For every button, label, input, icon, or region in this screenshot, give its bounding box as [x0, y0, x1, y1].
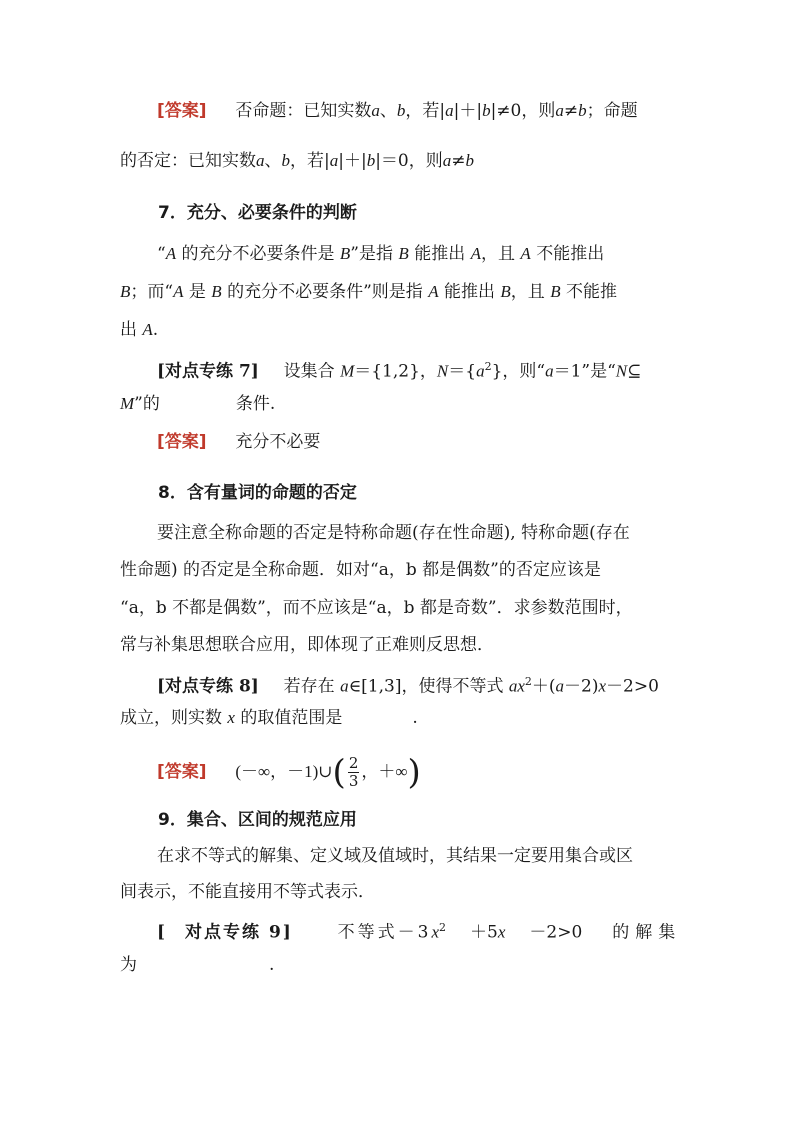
- var: B: [339, 244, 351, 263]
- text: 不能推: [560, 282, 617, 302]
- var: B: [500, 282, 511, 301]
- answer-tag: [答案]: [157, 432, 207, 452]
- text: ，若|: [290, 151, 330, 171]
- text: |＋|: [338, 151, 367, 171]
- text: ；而“: [130, 282, 174, 302]
- section-8-heading: 8．含有量词的命题的否定: [158, 483, 357, 503]
- text: 不能推出: [530, 244, 605, 264]
- answer-1-line-2: [120, 149, 474, 173]
- text: 的取值范围是: [234, 708, 343, 728]
- exercise-7-line-1: [157, 355, 641, 384]
- var: a: [555, 676, 565, 696]
- text: 能推出: [408, 244, 471, 264]
- var-a: a: [442, 151, 452, 170]
- text: ，若|: [405, 101, 446, 121]
- text: .: [152, 320, 159, 340]
- var: N: [615, 361, 628, 381]
- exercise-9-line-1: [157, 916, 681, 945]
- right-paren: ): [407, 752, 421, 793]
- var: x: [431, 922, 440, 942]
- var-b: b: [396, 101, 406, 120]
- var: B: [211, 282, 222, 301]
- text: 出: [120, 320, 143, 340]
- answer-7: [157, 430, 320, 454]
- text: ＝{1,2}，: [354, 361, 437, 382]
- var: a: [340, 676, 349, 696]
- answer-tag: [答案]: [157, 762, 207, 782]
- var-a: a: [445, 101, 454, 120]
- text: ⊆: [627, 361, 642, 382]
- text: －2): [564, 676, 599, 697]
- var: x: [598, 676, 607, 696]
- exercise-8-line-1: [157, 670, 659, 699]
- answer-interval-tail: ，＋∞: [361, 762, 408, 781]
- text: 若存在: [283, 676, 341, 697]
- section-7-heading: 7．充分、必要条件的判断: [158, 203, 357, 223]
- text: ”的: [134, 394, 160, 414]
- text: ，且: [481, 244, 521, 264]
- var-a: a: [371, 101, 380, 120]
- section-9-paragraph-line-2: 间表示，不能直接用不等式表示．: [120, 882, 375, 902]
- exercise-8-line-2: [120, 706, 418, 730]
- exercise-label-bracket: [: [157, 922, 166, 943]
- text: 、: [379, 101, 397, 121]
- answer-tag: [答案]: [157, 101, 207, 121]
- text: ＋5: [470, 922, 498, 943]
- var: A: [428, 282, 439, 301]
- var: M: [120, 394, 135, 413]
- text: 的充分不必要条件是: [176, 244, 340, 264]
- section-9-paragraph-line-1: 在求不等式的解集、定义域及值域时，其结果一定要用集合或区: [157, 846, 633, 866]
- text: 条件.: [235, 394, 276, 414]
- text: ≠: [563, 101, 579, 121]
- text: 成立，则实数: [120, 708, 228, 728]
- section-9-heading: 9．集合、区间的规范应用: [158, 810, 357, 830]
- var: A: [470, 244, 481, 263]
- section-8-paragraph-line-3: “a，b 不都是偶数”，而不应该是“a，b 都是奇数”．求参数范围时，: [120, 598, 633, 618]
- fraction-numerator: 2: [348, 754, 359, 772]
- text: 能推出: [438, 282, 501, 302]
- text: ＝{: [448, 361, 477, 382]
- exercise-label: 对点专练 9]: [185, 922, 293, 943]
- text: |≠0，则: [490, 101, 556, 121]
- fraction: [348, 755, 360, 790]
- fraction-denominator: 3: [348, 772, 359, 790]
- section-8-paragraph-line-4: 常与补集思想联合应用，即体现了正难则反思想．: [120, 635, 494, 655]
- var: A: [173, 282, 184, 301]
- var: N: [436, 361, 449, 381]
- text: 为: [120, 955, 137, 975]
- exercise-label: [对点专练 7]: [157, 361, 259, 382]
- text: 的否定：已知实数: [120, 151, 256, 171]
- var-b: b: [281, 151, 290, 170]
- text: 是: [183, 282, 212, 302]
- var: A: [520, 244, 531, 263]
- var: A: [142, 320, 153, 339]
- text: 的解集: [612, 922, 682, 943]
- text: ≠: [451, 151, 466, 171]
- answer-1-line-1: [157, 99, 638, 123]
- section-7-paragraph-line-3: [120, 318, 158, 342]
- text: ”是指: [350, 244, 399, 264]
- section-8-paragraph-line-1: 要注意全称命题的否定是特称命题(存在性命题), 特称命题(存在: [157, 523, 630, 543]
- text: ；命题: [586, 101, 638, 121]
- var-a: a: [329, 151, 339, 170]
- var: B: [120, 282, 131, 301]
- exercise-label: [对点专练 8]: [157, 676, 259, 697]
- section-7-paragraph-line-1: [157, 242, 604, 266]
- var: B: [398, 244, 409, 263]
- answer-8: [157, 752, 421, 793]
- text: ＝1”是“: [553, 361, 616, 382]
- text: 的充分不必要条件”则是指: [221, 282, 429, 302]
- text: ∈[1,3]，使得不等式: [348, 676, 509, 697]
- text: }，则“: [491, 361, 546, 382]
- var-b: b: [482, 101, 491, 120]
- left-paren: (: [332, 752, 346, 793]
- text: |＝0，则: [375, 151, 443, 171]
- exercise-7-line-2: [120, 392, 275, 416]
- text: －2>0: [529, 922, 583, 943]
- text: ，且: [510, 282, 551, 302]
- section-7-paragraph-line-2: [120, 280, 617, 304]
- exercise-9-line-2: [120, 953, 274, 977]
- text: .: [269, 955, 275, 975]
- superscript: 2: [439, 921, 447, 934]
- var: x: [497, 922, 506, 942]
- superscript: 2: [484, 360, 492, 373]
- text: .: [412, 708, 418, 728]
- text: 设集合: [283, 361, 341, 382]
- text: 、: [264, 151, 282, 171]
- var-a: a: [256, 151, 265, 170]
- answer-interval: (－∞，－1)∪: [235, 762, 333, 781]
- var: a: [545, 361, 554, 381]
- var-a: a: [555, 101, 564, 120]
- text: “: [157, 244, 166, 264]
- var: a: [476, 361, 485, 381]
- var: A: [165, 244, 177, 263]
- var: M: [340, 361, 355, 381]
- var-b: b: [465, 151, 474, 170]
- text: |＋|: [453, 101, 483, 121]
- text: 不等式－3: [337, 922, 432, 943]
- superscript: 2: [524, 675, 532, 688]
- section-8-paragraph-line-2: 性命题) 的否定是全称命题．如对“a，b 都是偶数”的否定应该是: [120, 560, 601, 580]
- var-b: b: [366, 151, 376, 170]
- var-b: b: [578, 101, 587, 120]
- var: ax: [508, 676, 525, 696]
- answer-text: 充分不必要: [235, 432, 321, 452]
- var: x: [227, 708, 235, 727]
- text: ＋(: [531, 676, 556, 697]
- text: 否命题：已知实数: [235, 101, 372, 121]
- text: －2>0: [606, 676, 659, 697]
- var: B: [550, 282, 561, 301]
